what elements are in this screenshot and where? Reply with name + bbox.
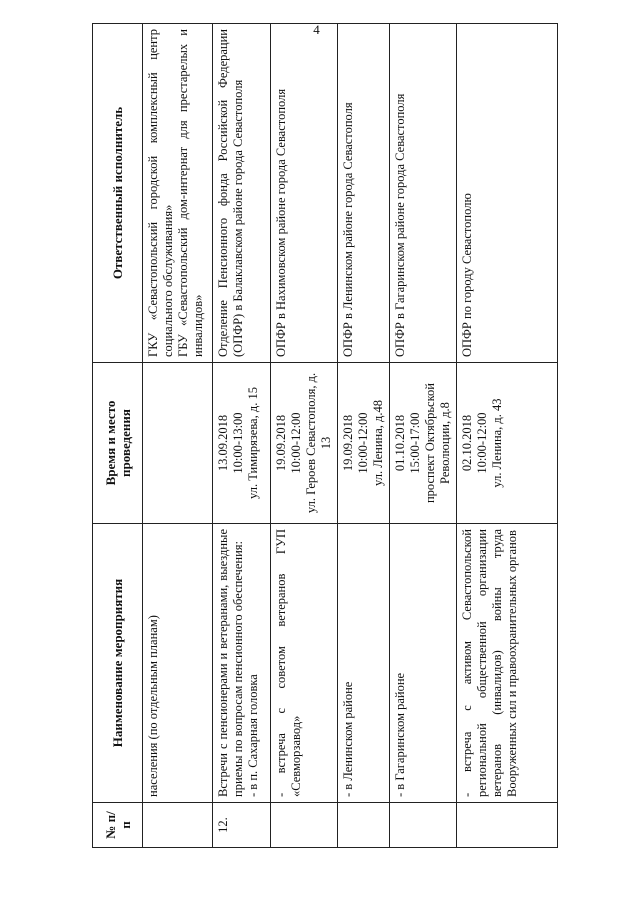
cell-responsible-line: ГБУ «Севастопольский дом-интернат для престарелых и инвалидов» — [176, 29, 205, 357]
cell-responsible-line: Отделение Пенсионного фонда Российской Федерации (ОПФР) в Балаклавском районе города Севастополя — [216, 29, 245, 357]
cell-name-line: - в Гагаринском районе — [393, 672, 407, 797]
table-row — [143, 24, 213, 848]
cell-responsible-line: ОПФР в Нахимовском районе города Севастополя — [274, 88, 288, 357]
cell-time-line: 02.10.2018 — [460, 414, 474, 472]
cell-num: 12. — [213, 803, 271, 848]
cell-time — [390, 363, 457, 524]
cell-responsible-line: ОПФР в Ленинском районе города Севастополя — [341, 102, 355, 357]
cell-responsible — [143, 24, 213, 363]
cell-name — [338, 524, 390, 803]
cell-num — [271, 803, 338, 848]
cell-num — [143, 803, 213, 848]
cell-time-line: 10:00-12:00 — [475, 412, 489, 474]
cell-responsible — [457, 24, 558, 363]
cell-time — [271, 363, 338, 524]
cell-name-line: - встреча с советом ветеранов ГУП «Севморзавод» — [274, 529, 303, 797]
cell-responsible-line: ОПФР по городу Севастополю — [460, 193, 474, 357]
cell-name-line: населения (по отдельным планам) — [146, 615, 160, 797]
cell-time-line: 10:00-13:00 — [231, 412, 245, 474]
cell-name — [143, 524, 213, 803]
cell-name — [271, 524, 338, 803]
cell-responsible — [390, 24, 457, 363]
cell-name — [457, 524, 558, 803]
cell-name — [213, 524, 271, 803]
cell-responsible — [338, 24, 390, 363]
table-row — [213, 24, 271, 848]
cell-responsible — [213, 24, 271, 363]
header-name: Наименование мероприятия — [93, 524, 143, 803]
cell-time — [213, 363, 271, 524]
cell-name-line: - встреча с активом Севастопольской региональной общественной организации ветеранов (инвалидов) войны труда Вооруженных сил и правоохранительных органов — [460, 529, 519, 797]
cell-time-line: 10:00-12:00 — [356, 412, 370, 474]
cell-time-line: проспект Октябрьской Революции, д.8 — [423, 383, 452, 504]
cell-name-line: Встречи с пенсионерами и ветеранами, выездные приемы по вопросам пенсионного обеспечения: — [216, 529, 245, 797]
cell-num — [390, 803, 457, 848]
cell-responsible — [271, 24, 338, 363]
cell-name — [390, 524, 457, 803]
cell-responsible-line: ОПФР в Гагаринском районе города Севастополя — [393, 93, 407, 357]
table-header-row — [93, 24, 143, 848]
events-table — [92, 23, 558, 848]
table-row — [457, 24, 558, 848]
cell-time-line: 19.09.2018 — [341, 414, 355, 472]
table-row — [271, 24, 338, 848]
rotated-table-wrapper — [92, 29, 537, 848]
cell-name-line: - в п. Сахарная головка — [246, 674, 260, 797]
cell-time-line: 13.09.2018 — [216, 414, 230, 472]
cell-time — [338, 363, 390, 524]
cell-time-line: 15:00-17:00 — [408, 412, 422, 474]
cell-time — [143, 363, 213, 524]
page-number: 4 — [313, 22, 320, 37]
cell-time-line: 10:00-12:00 — [289, 412, 303, 474]
header-time: Время и место проведения — [93, 363, 143, 524]
table-body — [143, 24, 558, 848]
cell-time-line: 01.10.2018 — [393, 414, 407, 472]
cell-num — [457, 803, 558, 848]
cell-time-line: ул. Героев Севастополя, д. 13 — [304, 372, 333, 514]
header-responsible: Ответственный исполнитель — [93, 24, 143, 363]
cell-time-line: 19.09.2018 — [274, 414, 288, 472]
cell-time-line: ул. Тимирязева, д. 15 — [246, 387, 260, 499]
cell-time-line: ул. Ленина, д.48 — [371, 400, 385, 486]
table-row — [338, 24, 390, 848]
cell-num — [338, 803, 390, 848]
cell-time-line: ул. Ленина, д. 43 — [490, 398, 504, 488]
cell-time — [457, 363, 558, 524]
header-num: № п/п — [93, 803, 143, 848]
cell-name-line: - в Ленинском районе — [341, 681, 355, 797]
table-row — [390, 24, 457, 848]
cell-responsible-line: ГКУ «Севастопольский городской комплексный центр социального обслуживания» — [146, 29, 175, 357]
